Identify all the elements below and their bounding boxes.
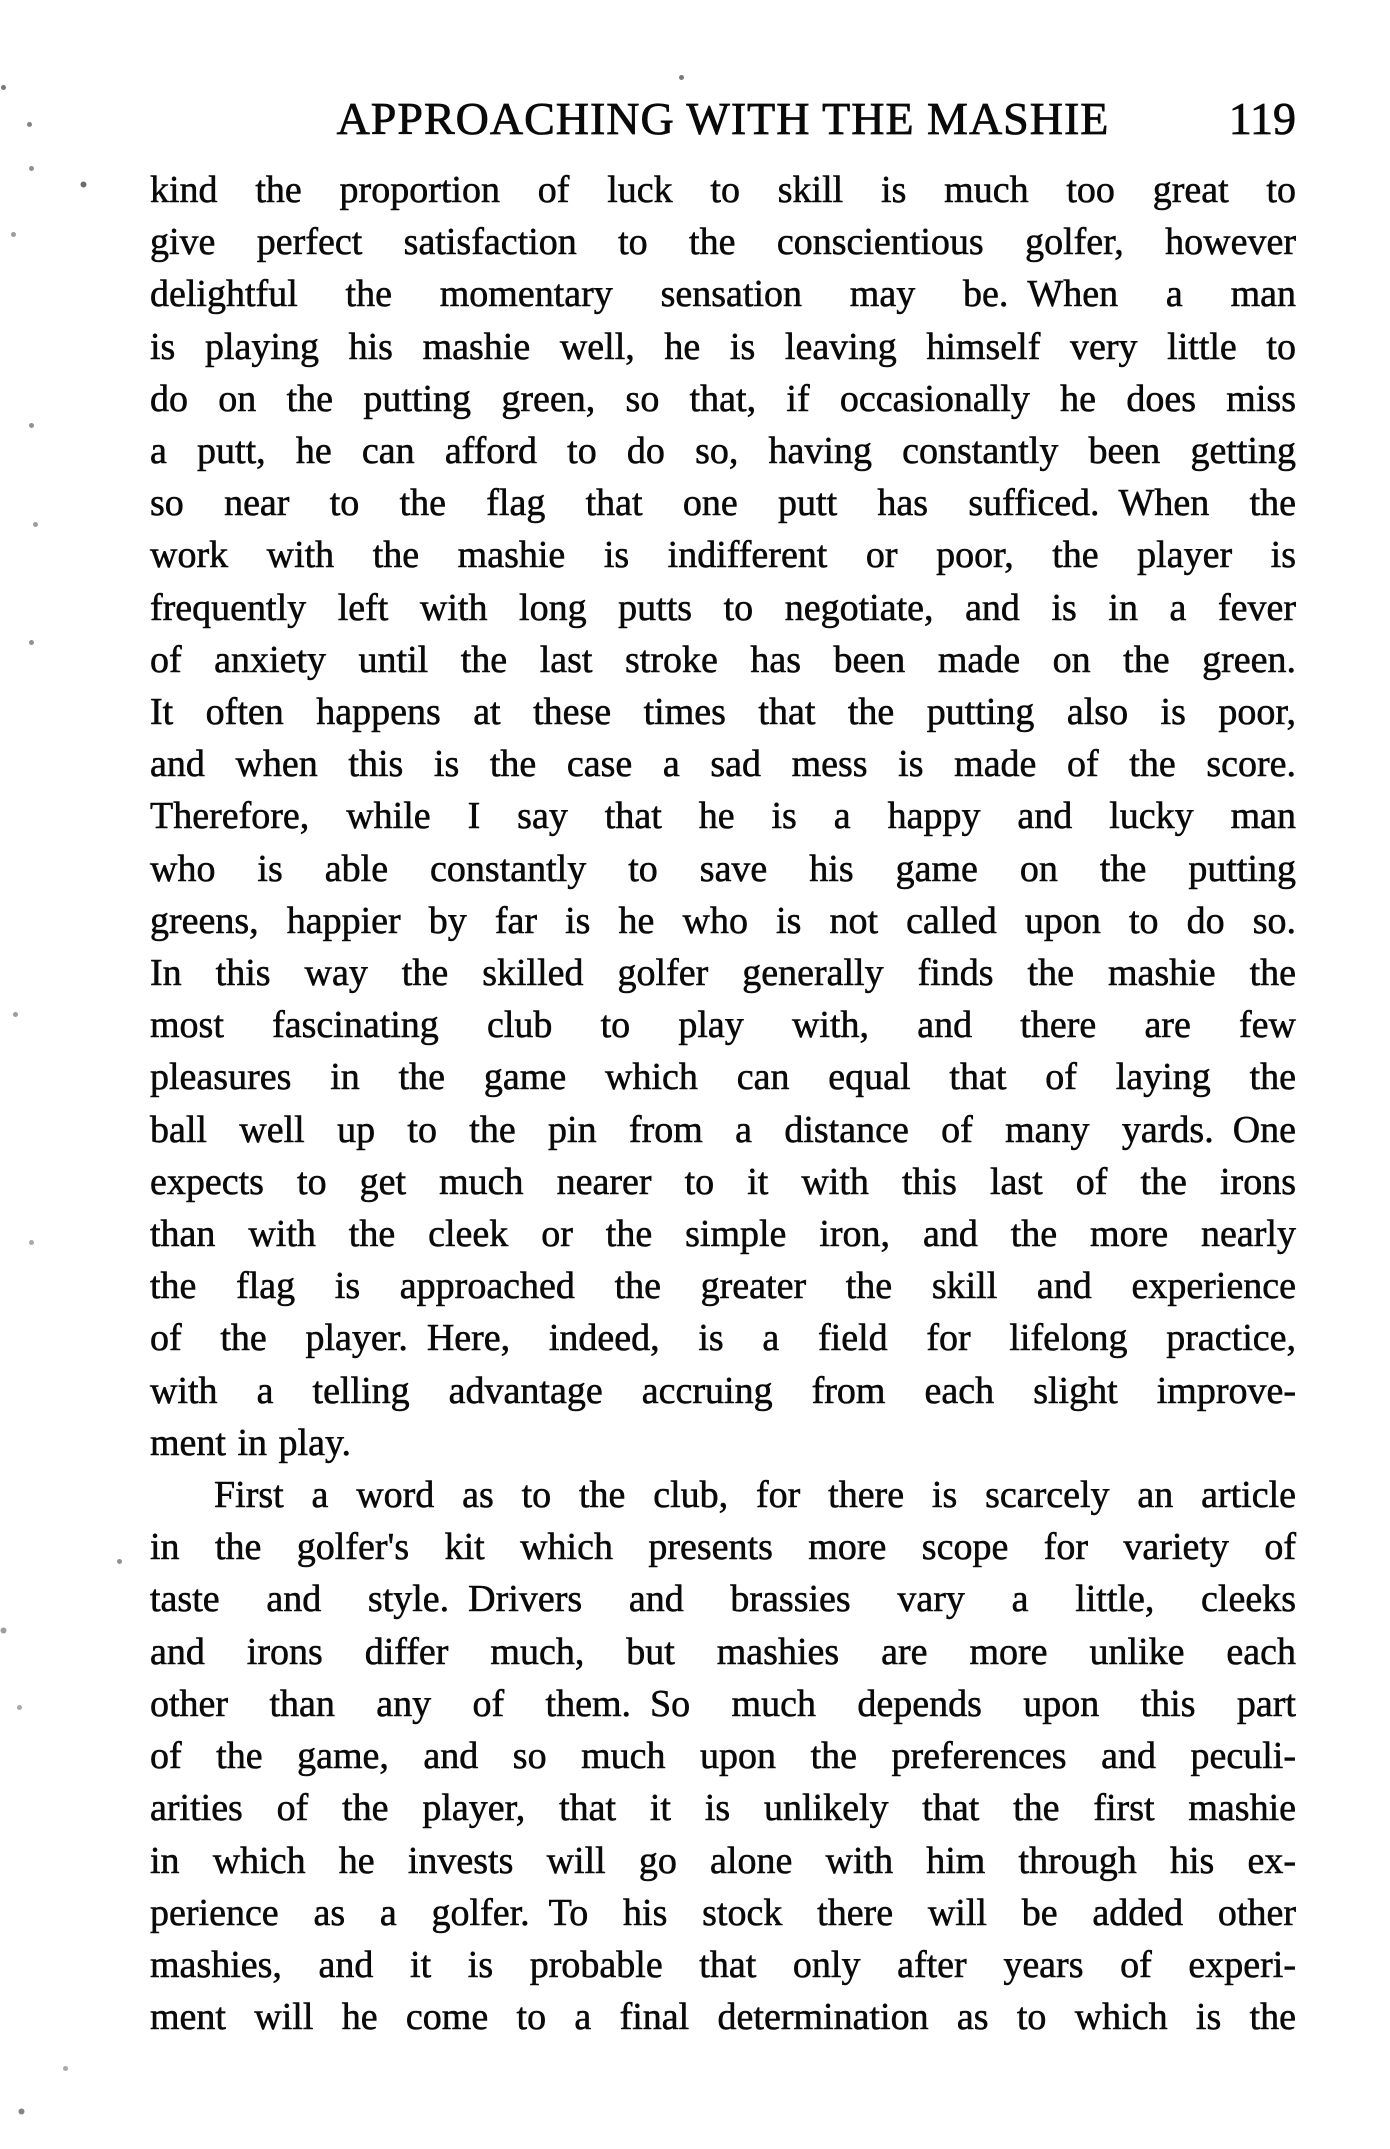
- text-line: who is able constantly to save his game on the putting: [150, 847, 1296, 890]
- paragraph: [150, 1469, 1296, 2043]
- body-text: [150, 164, 1296, 2043]
- text-line: than with the cleek or the simple iron, and the more nearly: [150, 1213, 1296, 1256]
- text-line: kind the proportion of luck to skill is much too great to: [150, 169, 1296, 211]
- text-line: expects to get much nearer to it with this last of the irons: [150, 1160, 1296, 1203]
- text-line: other than any of them. So much depends upon this part: [150, 1682, 1296, 1725]
- text-line: frequently left with long putts to negotiate, and is in a fever: [150, 586, 1296, 629]
- text-line: In this way the skilled golfer generally finds the mashie the: [150, 952, 1296, 995]
- text-line: ball well up to the pin from a distance of many yards. One: [150, 1108, 1296, 1151]
- page-number: 119: [1228, 93, 1296, 144]
- text-line: ment in play.: [150, 1421, 351, 1464]
- text-line: pleasures in the game which can equal that of laying the: [150, 1056, 1296, 1099]
- text-line: delightful the momentary sensation may be. When a man: [150, 273, 1296, 316]
- text-line: of the player. Here, indeed, is a field for lifelong practice,: [150, 1317, 1296, 1360]
- text-line: work with the mashie is indifferent or poor, the player is: [150, 534, 1296, 577]
- text-line: It often happens at these times that the putting also is poor,: [150, 691, 1296, 734]
- text-line: perience as a golfer. To his stock there will be added other: [150, 1891, 1296, 1934]
- text-line: is playing his mashie well, he is leaving himself very little to: [150, 325, 1296, 368]
- text-line: so near to the flag that one putt has sufficed. When the: [150, 482, 1296, 525]
- paragraph: [150, 164, 1296, 1469]
- text-line: and irons differ much, but mashies are more unlike each: [150, 1630, 1296, 1673]
- text-line: arities of the player, that it is unlikely that the first mashie: [150, 1787, 1296, 1830]
- text-line: do on the putting green, so that, if occasionally he does miss: [150, 377, 1296, 420]
- text-line: mashies, and it is probable that only after years of experi-: [150, 1943, 1296, 1986]
- text-line: greens, happier by far is he who is not called upon to do so.: [150, 899, 1296, 942]
- text-line: in which he invests will go alone with him through his ex-: [150, 1839, 1296, 1882]
- text-line: of the game, and so much upon the preferences and peculi-: [150, 1735, 1296, 1778]
- text-line: and when this is the case a sad mess is made of the score.: [150, 743, 1296, 786]
- text-line: the flag is approached the greater the skill and experience: [150, 1265, 1296, 1308]
- text-line: ment will he come to a final determination as to which is the: [150, 1996, 1296, 2039]
- text-line: First a word as to the club, for there is scarcely an article: [214, 1474, 1296, 1517]
- text-line: Therefore, while I say that he is a happy and lucky man: [150, 795, 1296, 838]
- text-line: a putt, he can afford to do so, having constantly been getting: [150, 430, 1296, 473]
- text-line: in the golfer's kit which presents more scope for variety of: [150, 1526, 1296, 1569]
- text-line: most fascinating club to play with, and there are few: [150, 1004, 1296, 1047]
- scan-speck-layer: [0, 0, 3, 3]
- text-line: give perfect satisfaction to the conscientious golfer, however: [150, 221, 1296, 264]
- running-header: [150, 95, 1296, 143]
- text-line: of anxiety until the last stroke has been made on the green.: [150, 638, 1296, 681]
- chapter-title: APPROACHING WITH THE MASHIE: [336, 93, 1110, 144]
- text-line: with a telling advantage accruing from each slight improve-: [150, 1369, 1296, 1412]
- text-line: taste and style. Drivers and brassies vary a little, cleeks: [150, 1578, 1296, 1621]
